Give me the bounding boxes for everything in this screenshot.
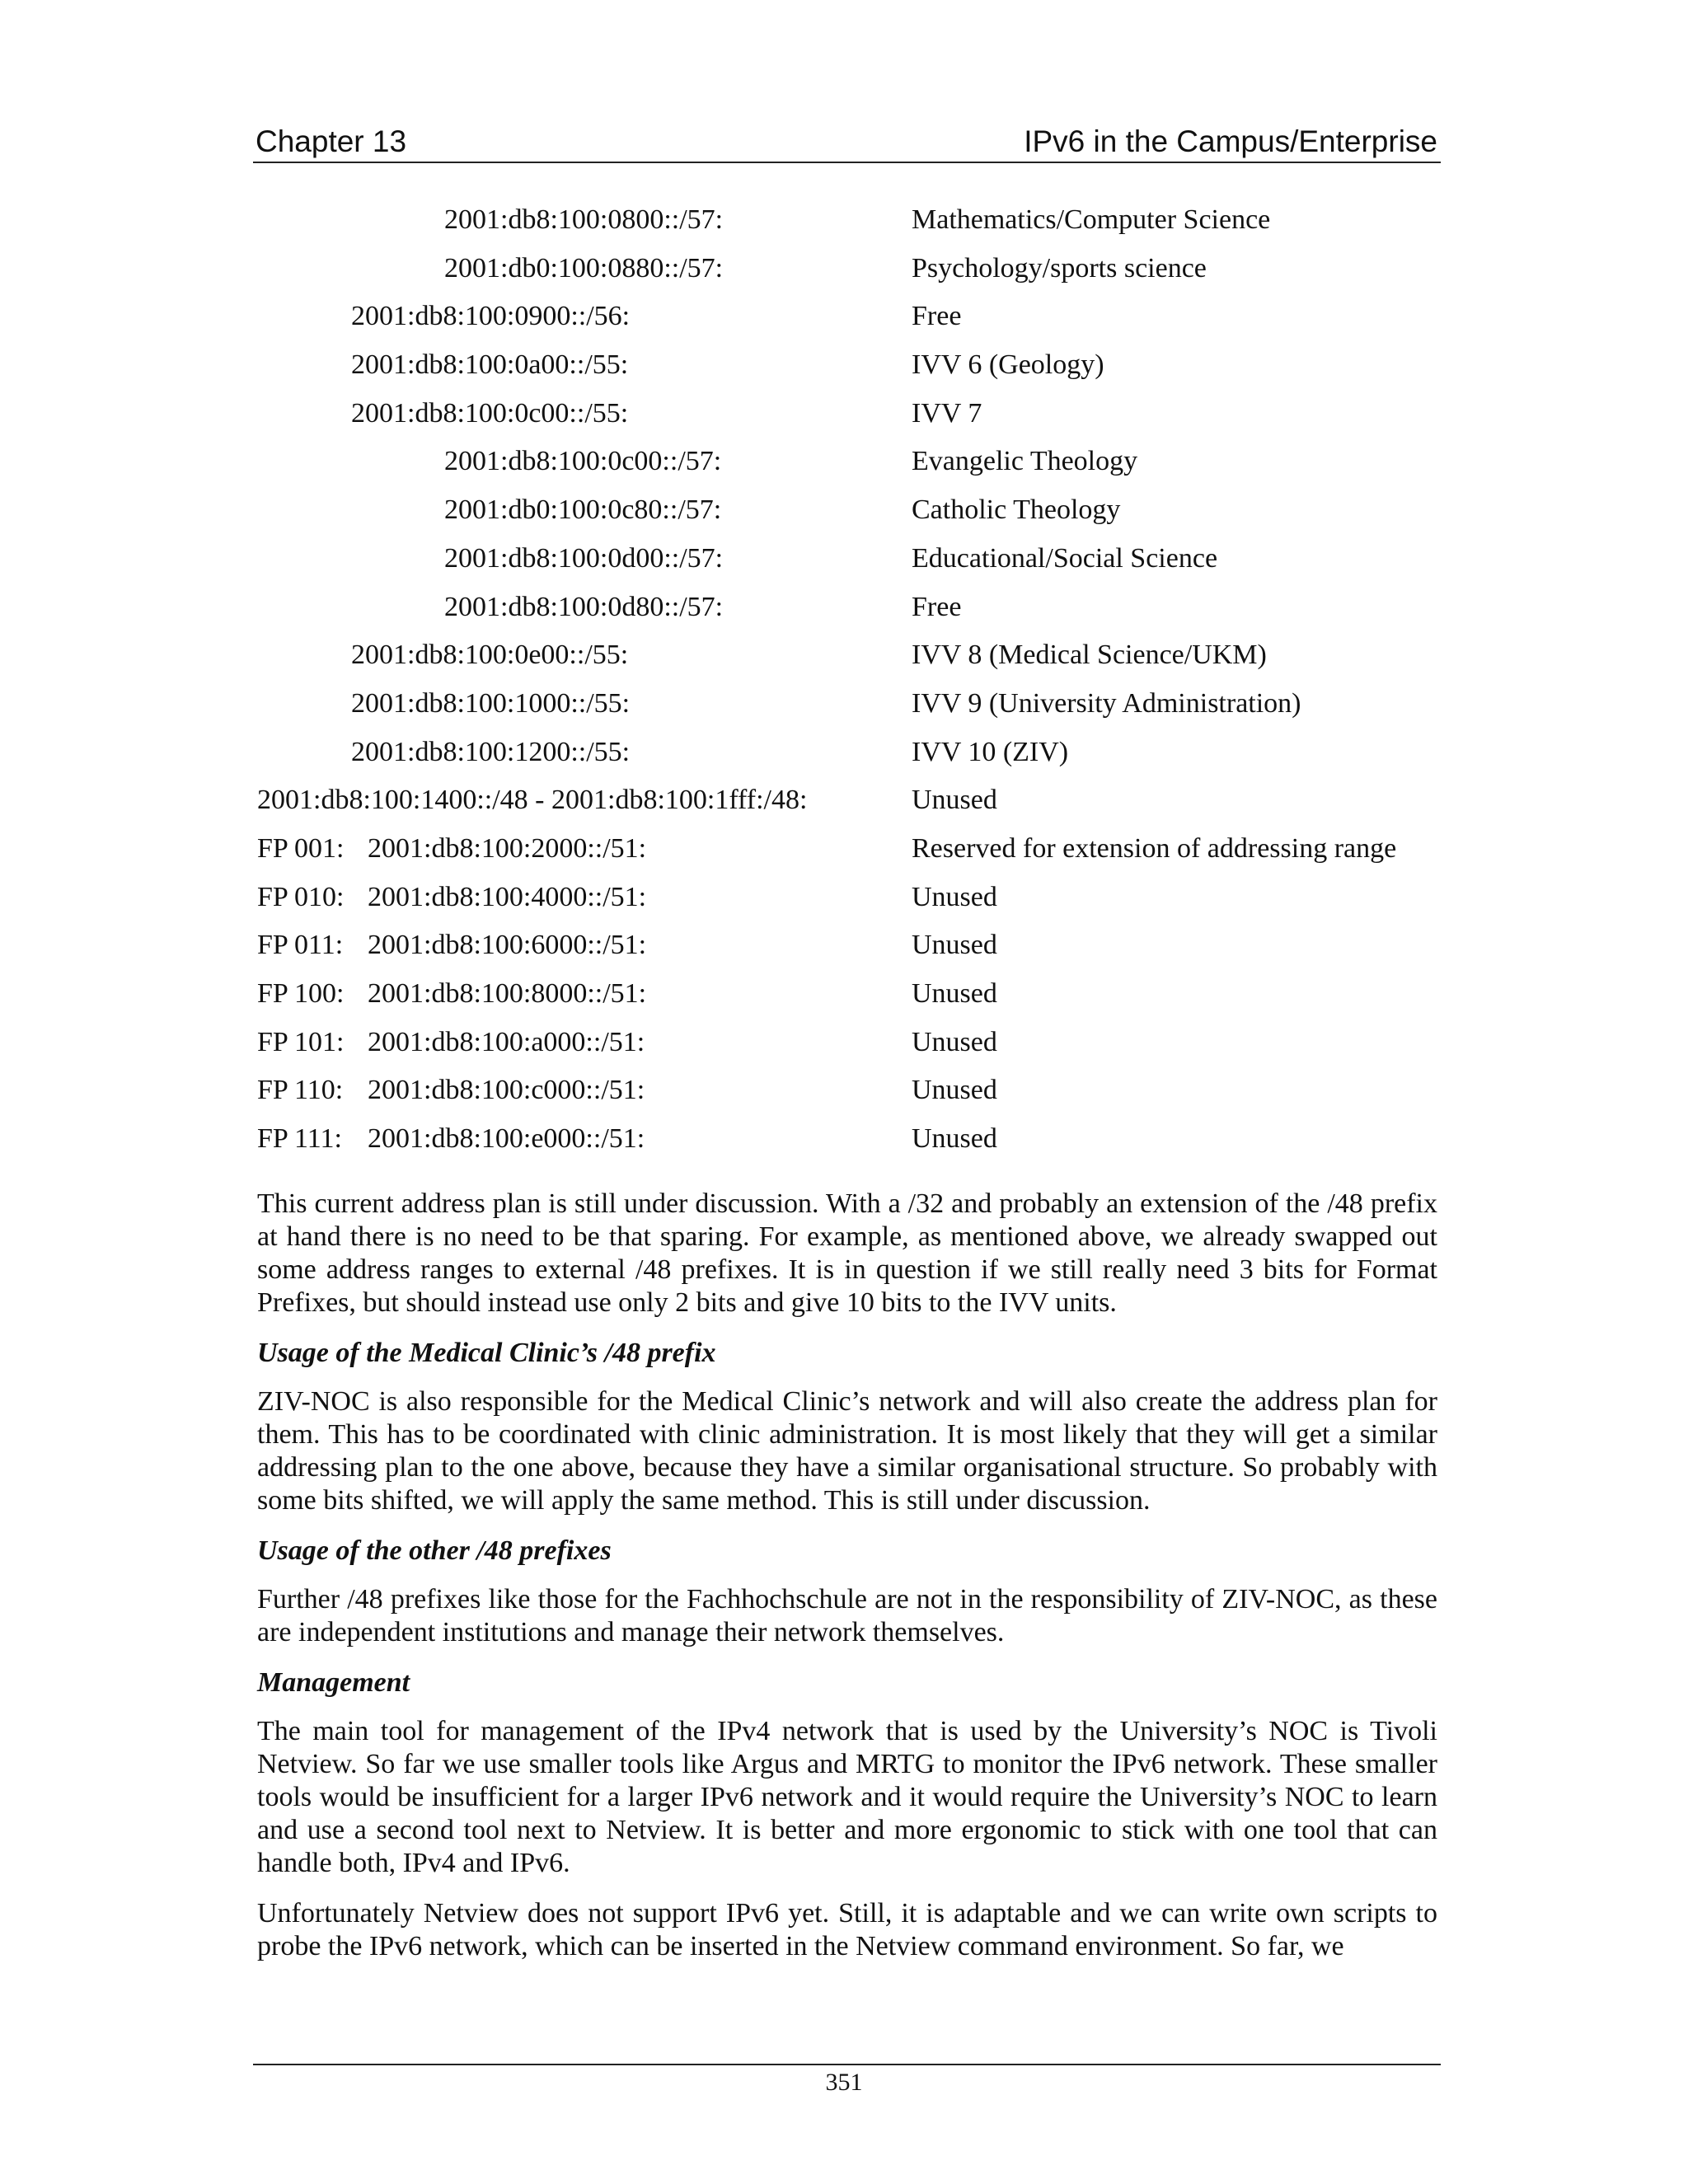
table-row [257, 1115, 1441, 1164]
address-prefix: 2001:db8:100:c000::/51: [368, 1075, 645, 1106]
format-prefix: FP 001: [257, 832, 345, 864]
table-row [257, 729, 1441, 777]
address-description: Free [912, 591, 962, 622]
table-row [257, 1066, 1441, 1115]
management-paragraph-1: The main tool for management of the IPv4 network that is used by the University’s NOC is Tivoli Netview. So far we use smaller tools like Argus and MRTG to monitor the IPv6 network. These smaller tools would be insufficient for a larger IPv6 network and it would require the University’s NOC to learn and use a second tool next to Netview. It is better and more ergonomic to stick with one tool that can handle both, IPv4 and IPv6. [257, 1716, 1437, 1878]
table-row [257, 390, 1441, 438]
chapter-title: IPv6 in the Campus/Enterprise [1024, 124, 1437, 158]
format-prefix: FP 011: [257, 930, 344, 961]
management-paragraph-2: Unfortunately Netview does not support IPv6 yet. Still, it is adaptable and we can write own scripts to probe the IPv6 network, which can be inserted in the Netview command environment. So far, we [257, 1898, 1437, 1961]
address-description: IVV 7 [912, 397, 982, 429]
address-prefix: 2001:db8:100:0c00::/55: [351, 397, 629, 429]
table-row [257, 776, 1441, 825]
address-prefix: 2001:db8:100:0a00::/55: [351, 349, 629, 381]
address-prefix: 2001:db8:100:e000::/51: [368, 1123, 645, 1155]
table-row [257, 680, 1441, 729]
address-prefix: 2001:db8:100:1000::/55: [351, 687, 631, 719]
other-prefixes-paragraph: Further /48 prefixes like those for the Fachhochschule are not in the responsibility of ZIV-NOC, as these are independent institutions and manage their network themselves. [257, 1584, 1437, 1647]
format-prefix: FP 101: [257, 1026, 345, 1057]
address-description: Educational/Social Science [912, 542, 1218, 574]
format-prefix: FP 111: [257, 1123, 342, 1155]
table-row [257, 583, 1441, 632]
table-row [257, 438, 1441, 486]
intro-paragraph: This current address plan is still under discussion. With a /32 and probably an extension of the /48 prefix at hand there is no need to be that sparing. For example, as mentioned above, we already swapped out some address ranges to external /48 prefixes. It is in question if we still really need 3 bits for Format Prefixes, but should instead use only 2 bits and give 10 bits to the IVV units. [257, 1188, 1437, 1318]
table-row [257, 486, 1441, 535]
address-description: IVV 8 (Medical Science/UKM) [912, 640, 1267, 671]
address-prefix: 2001:db8:100:0900::/56: [351, 301, 631, 332]
address-description: IVV 6 (Geology) [912, 349, 1104, 381]
address-prefix: 2001:db0:100:0c80::/57: [444, 494, 722, 526]
page-number: 351 [825, 2069, 863, 2096]
table-row [257, 535, 1441, 583]
address-plan-table [257, 196, 1441, 1164]
table-row [257, 245, 1441, 293]
table-row [257, 825, 1441, 874]
format-prefix: FP 010: [257, 881, 345, 912]
address-description: IVV 10 (ZIV) [912, 736, 1069, 767]
address-prefix: 2001:db8:100:1400::/48 - 2001:db8:100:1fff:/48: [257, 785, 808, 816]
address-prefix: 2001:db8:100:8000::/51: [368, 978, 647, 1009]
address-prefix: 2001:db8:100:2000::/51: [368, 832, 647, 864]
table-row [257, 1019, 1441, 1067]
format-prefix: FP 110: [257, 1075, 344, 1106]
address-prefix: 2001:db8:100:0d80::/57: [444, 591, 724, 622]
table-row [257, 196, 1441, 245]
table-row [257, 874, 1441, 922]
address-description: Mathematics/Computer Science [912, 204, 1271, 235]
address-prefix: 2001:db8:100:6000::/51: [368, 930, 647, 961]
address-prefix: 2001:db8:100:4000::/51: [368, 881, 647, 912]
running-header [253, 120, 1441, 163]
address-prefix: 2001:db8:100:a000::/51: [368, 1026, 645, 1057]
table-row [257, 921, 1441, 970]
address-description: Reserved for extension of addressing range [912, 832, 1397, 864]
table-row [257, 631, 1441, 680]
address-prefix: 2001:db8:100:0c00::/57: [444, 446, 722, 477]
address-prefix: 2001:db8:100:0800::/57: [444, 204, 724, 235]
address-description: Unused [912, 881, 997, 912]
address-prefix: 2001:db8:100:0d00::/57: [444, 542, 724, 574]
table-row [257, 341, 1441, 390]
medical-clinic-paragraph: ZIV-NOC is also responsible for the Medical Clinic’s network and will also create the address plan for them. This has to be coordinated with clinic administration. It is most likely that they will get a similar addressing plan to the one above, because they have a similar organisational structure. So probably with some bits shifted, we will apply the same method. This is still under discussion. [257, 1386, 1437, 1516]
address-prefix: 2001:db8:100:0e00::/55: [351, 640, 629, 671]
address-description: Evangelic Theology [912, 446, 1138, 477]
table-row [257, 970, 1441, 1019]
address-description: Unused [912, 1075, 997, 1106]
address-description: Unused [912, 1123, 997, 1155]
address-description: Psychology/sports science [912, 252, 1207, 284]
address-description: Catholic Theology [912, 494, 1121, 526]
header-divider [253, 162, 1441, 163]
management-heading: Management [257, 1667, 410, 1698]
address-description: Unused [912, 785, 997, 816]
medical-clinic-heading: Usage of the Medical Clinic’s /48 prefix [257, 1338, 716, 1368]
address-description: Unused [912, 930, 997, 961]
format-prefix: FP 100: [257, 978, 345, 1009]
address-prefix: 2001:db8:100:1200::/55: [351, 736, 631, 767]
table-row [257, 293, 1441, 341]
other-prefixes-heading: Usage of the other /48 prefixes [257, 1535, 612, 1566]
body-text [257, 1188, 1437, 1980]
address-description: IVV 9 (University Administration) [912, 687, 1301, 719]
address-description: Unused [912, 1026, 997, 1057]
address-prefix: 2001:db0:100:0880::/57: [444, 252, 724, 284]
address-description: Unused [912, 978, 997, 1009]
footer-divider [253, 2064, 1441, 2065]
chapter-label: Chapter 13 [256, 124, 407, 158]
address-description: Free [912, 301, 962, 332]
